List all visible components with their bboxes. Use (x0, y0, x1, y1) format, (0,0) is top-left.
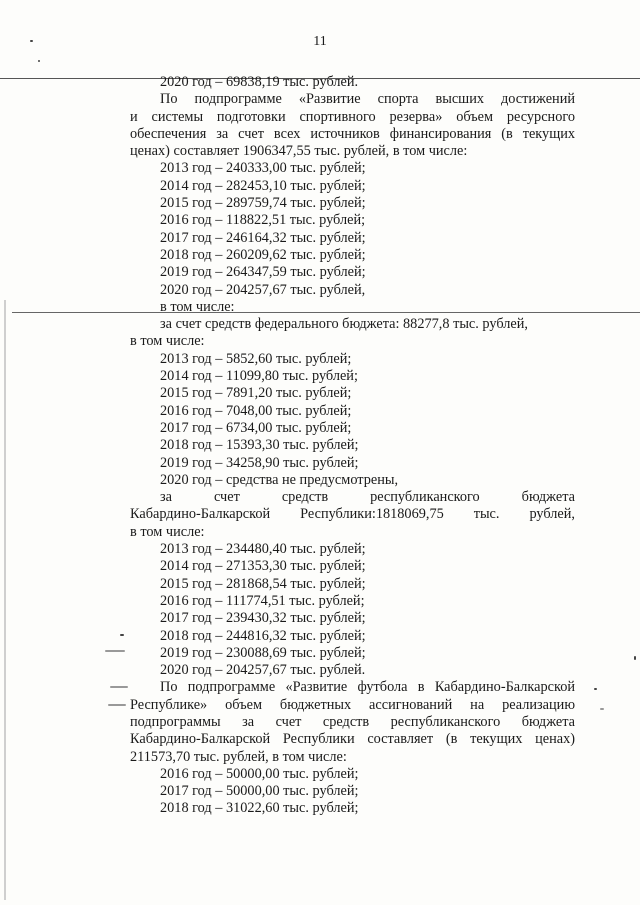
text-line: 2016 год – 7048,00 тыс. рублей; (160, 402, 352, 419)
text-line: обеспечения за счет всех источников финансирования (в текущих (130, 125, 575, 142)
scan-speck (600, 708, 604, 710)
page-number: 11 (313, 34, 327, 49)
text-line: 2019 год – 230088,69 тыс. рублей; (160, 644, 366, 661)
text-line: 2019 год – 264347,59 тыс. рублей; (160, 264, 366, 281)
text-line: ценах) составляет 1906347,55 тыс. рублей, в том числе: (130, 143, 468, 160)
text-line: 2018 год – 244816,32 тыс. рублей; (160, 627, 366, 644)
text-line: подпрограммы за счет средств республиканского бюджета (130, 713, 575, 730)
text-line: 2020 год – 69838,19 тыс. рублей. (160, 74, 359, 90)
text-line: 211573,70 тыс. рублей, в том числе: (130, 748, 347, 765)
text-line: и системы подготовки спортивного резерва» объем ресурсного (130, 108, 575, 125)
scan-speck (110, 686, 128, 688)
text-line: 2016 год – 111774,51 тыс. рублей; (160, 592, 365, 609)
text-line: 2015 год – 289759,74 тыс. рублей; (160, 195, 366, 212)
text-line: за счет средств республиканского бюджета (160, 489, 575, 506)
text-line: 2014 год – 271353,30 тыс. рублей; (160, 558, 366, 575)
scan-speck (594, 688, 597, 690)
scan-speck (38, 60, 40, 62)
text-line: 2020 год – 204257,67 тыс. рублей, (160, 281, 366, 298)
text-line: 2018 год – 260209,62 тыс. рублей; (160, 246, 366, 263)
text-line: Кабардино-Балкарской Республики:1818069,75 тыс. рублей, (130, 506, 575, 523)
text-line: Кабардино-Балкарской Республики составляет (в текущих ценах) (130, 731, 575, 748)
text-line: 2015 год – 7891,20 тыс. рублей; (160, 385, 352, 402)
text-line: 2013 год – 234480,40 тыс. рублей; (160, 541, 366, 558)
scan-speck (120, 634, 124, 636)
text-line: в том числе: (160, 298, 235, 315)
text-line: 2013 год – 240333,00 тыс. рублей; (160, 160, 366, 177)
scan-speck (30, 40, 33, 42)
text-line: 2016 год – 118822,51 тыс. рублей; (160, 212, 366, 229)
text-line: По подпрограмме «Развитие спорта высших достижений (160, 91, 575, 108)
text-line: 2014 год – 282453,10 тыс. рублей; (160, 177, 366, 194)
text-line: 2018 год – 15393,30 тыс. рублей; (160, 437, 359, 454)
text-line: 2017 год – 239430,32 тыс. рублей; (160, 610, 366, 627)
scan-speck (108, 704, 126, 706)
text-line: По подпрограмме «Развитие футбола в Кабардино-Балкарской (160, 679, 575, 696)
text-line: в том числе: (130, 333, 205, 350)
text-line: 2017 год – 50000,00 тыс. рублей; (160, 783, 359, 800)
text-line: 2013 год – 5852,60 тыс. рублей; (160, 350, 352, 367)
scan-margin-edge (4, 300, 6, 900)
document-body (130, 74, 575, 818)
text-line: 2016 год – 50000,00 тыс. рублей; (160, 765, 359, 782)
text-line: 2020 год – средства не предусмотрены, (160, 471, 399, 488)
text-line: 2020 год – 204257,67 тыс. рублей. (160, 662, 366, 679)
text-line: 2017 год – 6734,00 тыс. рублей; (160, 419, 352, 436)
text-line: в том числе: (130, 523, 205, 540)
text-line: Республике» объем бюджетных ассигнований на реализацию (130, 696, 575, 713)
text-line: 2018 год – 31022,60 тыс. рублей; (160, 800, 359, 817)
scan-speck (105, 650, 125, 652)
text-line: 2015 год – 281868,54 тыс. рублей; (160, 575, 366, 592)
text-line: за счет средств федерального бюджета: 88277,8 тыс. рублей, (160, 316, 528, 333)
text-line: 2014 год – 11099,80 тыс. рублей; (160, 368, 358, 385)
text-line: 2017 год – 246164,32 тыс. рублей; (160, 229, 366, 246)
scan-speck (634, 656, 636, 660)
text-line: 2019 год – 34258,90 тыс. рублей; (160, 454, 359, 471)
